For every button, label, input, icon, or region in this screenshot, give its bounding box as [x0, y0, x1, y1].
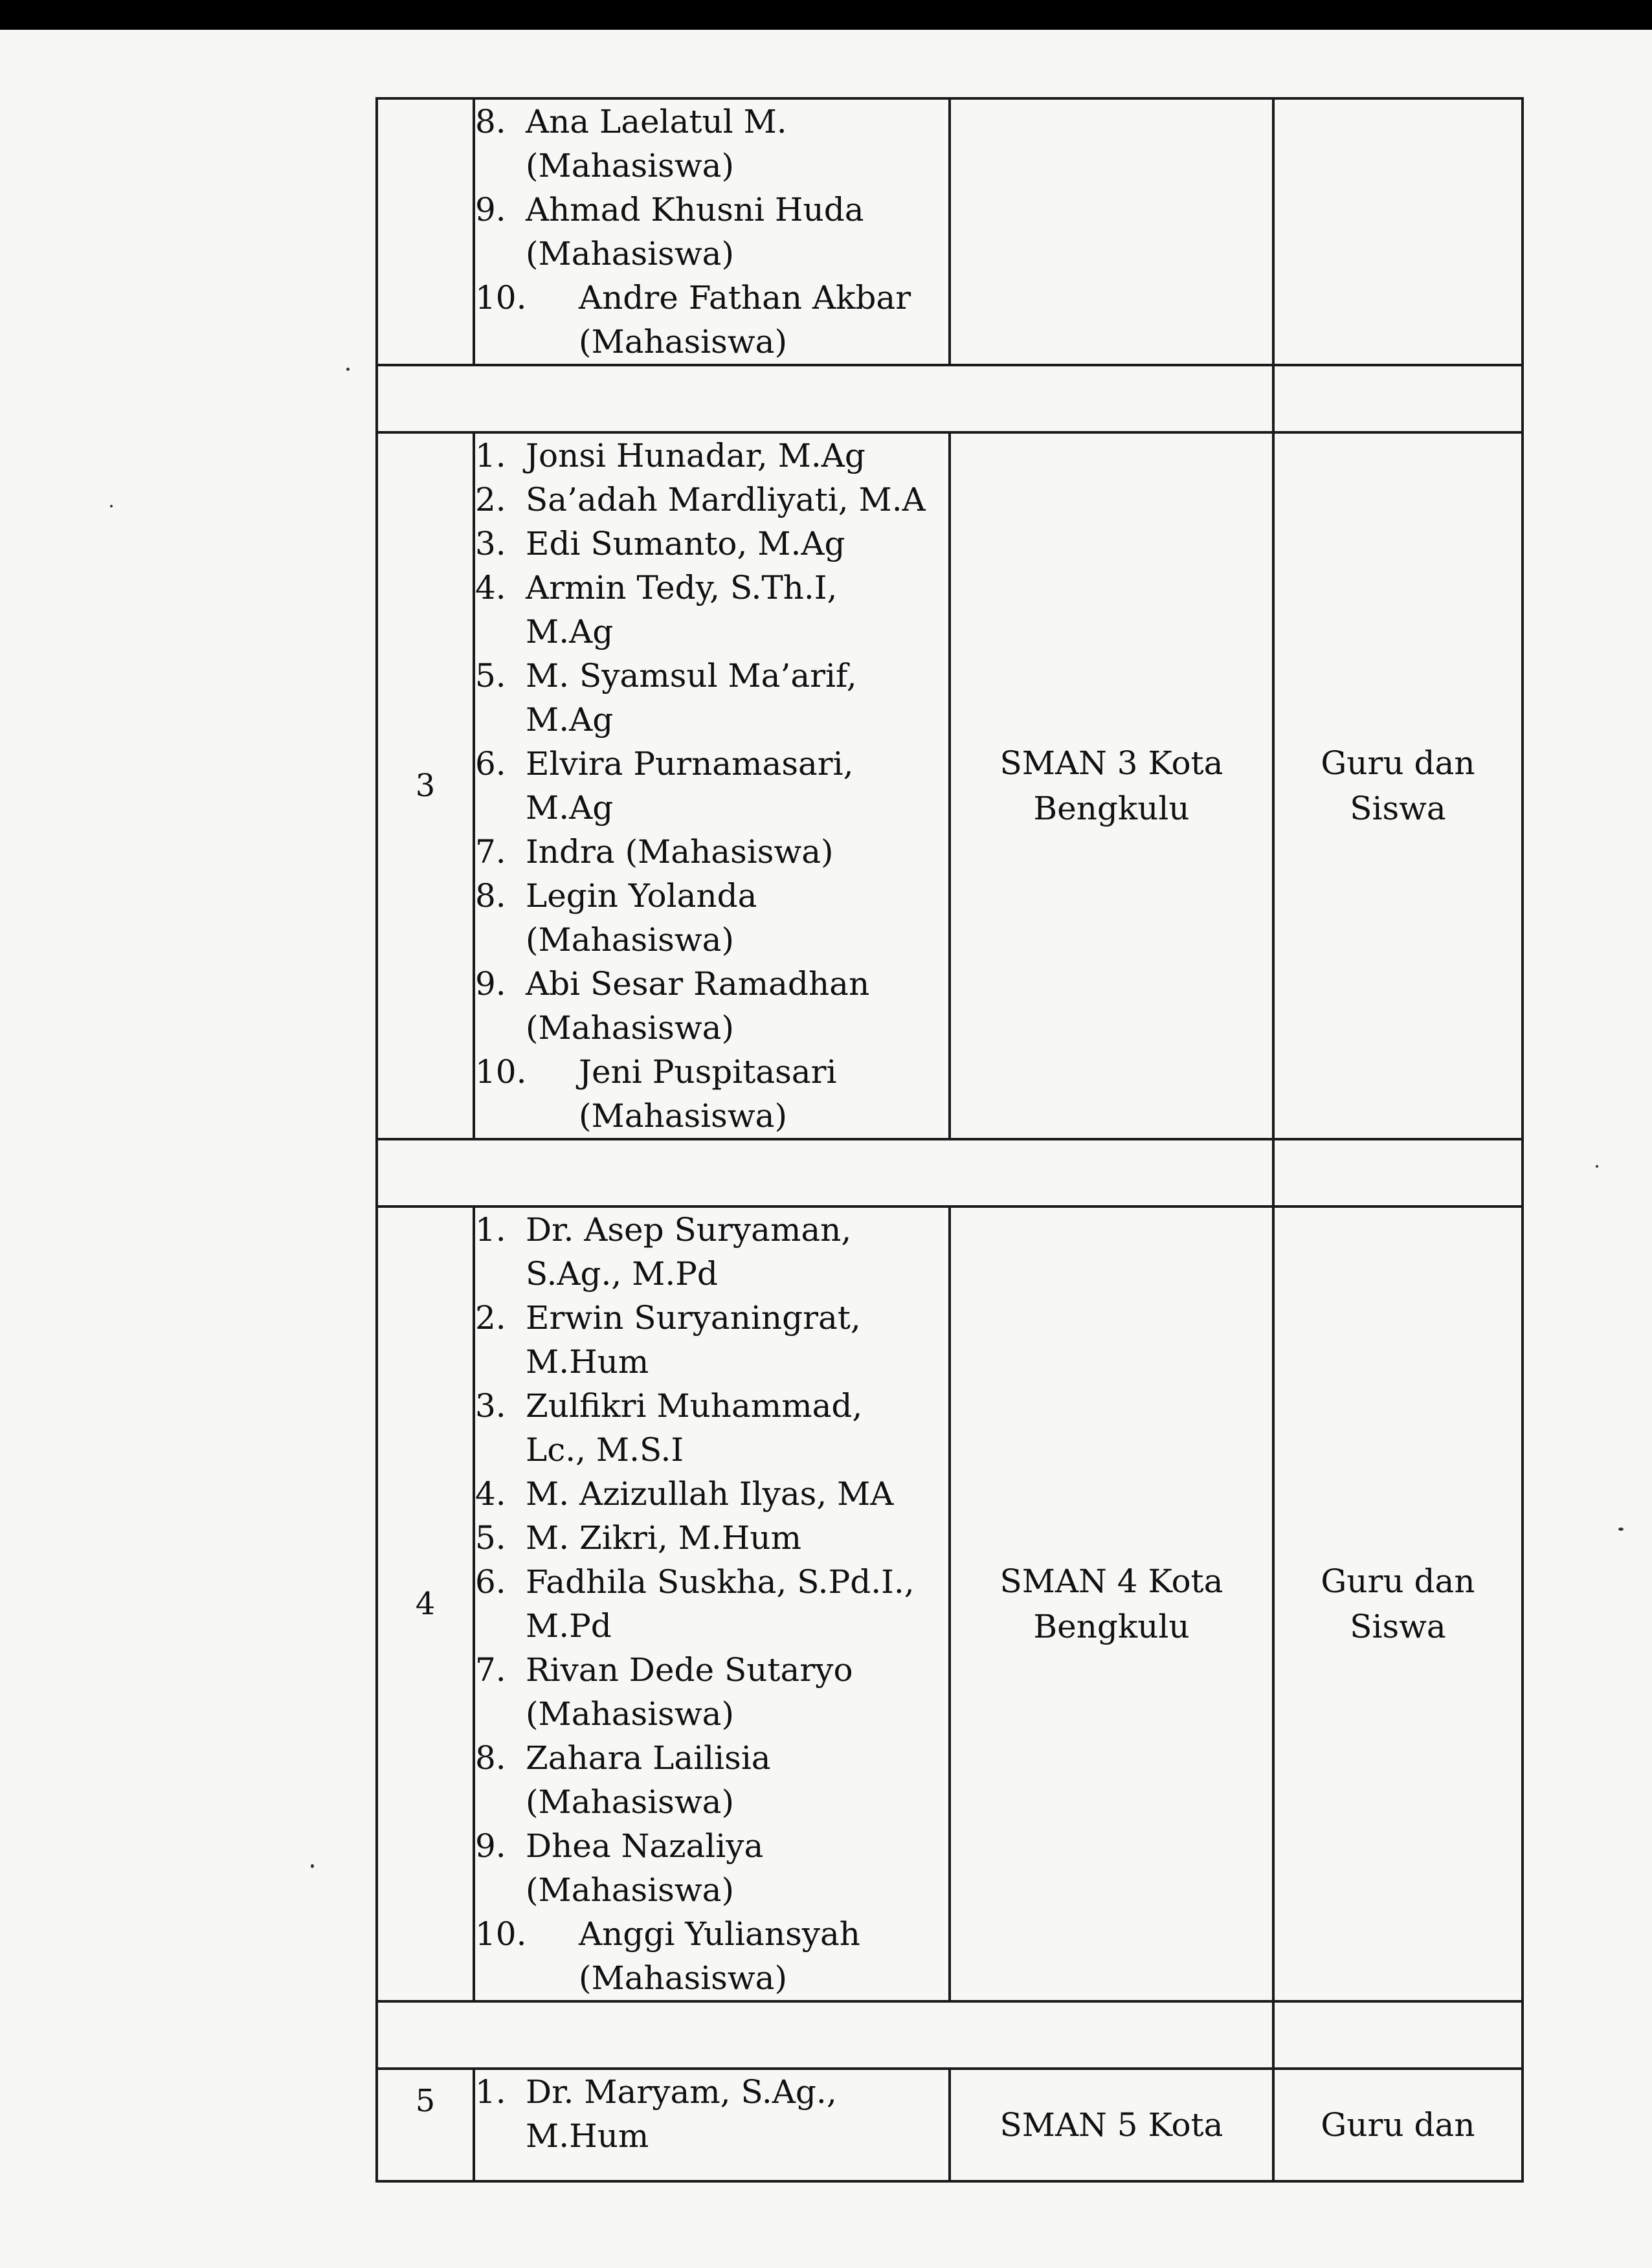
list-item: 2. Sa’adah Mardliyati, M.A	[475, 481, 926, 518]
table-row-spacer	[377, 365, 1523, 432]
list-item: 10. Anggi Yuliansyah (Mahasiswa)	[475, 1915, 860, 1997]
table-row-spacer	[377, 1139, 1523, 1206]
school-cell	[950, 98, 1273, 365]
table-row	[377, 1206, 1523, 2001]
table-row	[377, 2069, 1523, 2181]
list-item: 8. Legin Yolanda (Mahasiswa)	[475, 877, 757, 959]
scan-speck	[346, 368, 350, 371]
list-item: 4. M. Azizullah Ilyas, MA	[475, 1475, 894, 1513]
scan-speck	[1596, 1165, 1598, 1168]
list-item: 10. Andre Fathan Akbar (Mahasiswa)	[475, 279, 911, 361]
list-item: 9. Ahmad Khusni Huda (Mahasiswa)	[475, 191, 864, 272]
list-item: 8. Zahara Lailisia (Mahasiswa)	[475, 1739, 771, 1821]
scan-speck	[1618, 1528, 1624, 1531]
row-number	[377, 98, 474, 365]
school-cell: SMAN 5 Kota	[950, 2069, 1273, 2181]
member-list-cell	[474, 98, 950, 365]
list-item: 6. Fadhila Suskha, S.Pd.I., M.Pd	[475, 1563, 915, 1645]
list-item: 10. Jeni Puspitasari (Mahasiswa)	[475, 1053, 837, 1135]
member-list	[475, 434, 948, 1138]
member-list-cell	[474, 432, 950, 1139]
list-item: 7. Rivan Dede Sutaryo (Mahasiswa)	[475, 1651, 853, 1733]
table-row	[377, 432, 1523, 1139]
scan-border	[0, 0, 1652, 30]
member-list	[475, 100, 948, 364]
list-item: 1. Jonsi Hunadar, M.Ag	[475, 437, 865, 474]
list-item: 5. M. Syamsul Ma’arif, M.Ag	[475, 657, 857, 739]
list-item: 6. Elvira Purnamasari, M.Ag	[475, 745, 854, 827]
scan-speck	[311, 1864, 314, 1868]
target-cell: Guru dan Siswa	[1273, 1206, 1523, 2001]
list-item: 9. Dhea Nazaliya (Mahasiswa)	[475, 1827, 764, 1909]
row-number: 5	[377, 2069, 474, 2181]
school-cell: SMAN 4 Kota Bengkulu	[950, 1206, 1273, 2001]
member-list-cell	[474, 1206, 950, 2001]
list-item: 8. Ana Laelatul M. (Mahasiswa)	[475, 103, 787, 184]
list-item: 7. Indra (Mahasiswa)	[475, 833, 834, 871]
list-item: 4. Armin Tedy, S.Th.I, M.Ag	[475, 569, 838, 650]
row-number: 4	[377, 1206, 474, 2001]
member-list	[475, 2070, 948, 2158]
table-row-spacer	[377, 2001, 1523, 2069]
team-assignment-table	[375, 97, 1524, 2183]
list-item: 9. Abi Sesar Ramadhan (Mahasiswa)	[475, 965, 870, 1047]
list-item: 3. Zulfikri Muhammad, Lc., M.S.I	[475, 1387, 863, 1469]
target-cell: Guru dan	[1273, 2069, 1523, 2181]
list-item: 2. Erwin Suryaningrat, M.Hum	[475, 1299, 861, 1381]
list-item: 1. Dr. Asep Suryaman, S.Ag., M.Pd	[475, 1211, 852, 1293]
list-item: 5. M. Zikri, M.Hum	[475, 1519, 802, 1557]
row-number: 3	[377, 432, 474, 1139]
target-cell	[1273, 98, 1523, 365]
member-list-cell	[474, 2069, 950, 2181]
list-item: 1. Dr. Maryam, S.Ag., M.Hum	[475, 2073, 837, 2155]
scan-speck	[110, 505, 113, 507]
school-cell: SMAN 3 Kota Bengkulu	[950, 432, 1273, 1139]
member-list	[475, 1208, 948, 2000]
target-cell: Guru dan Siswa	[1273, 432, 1523, 1139]
table-row	[377, 98, 1523, 365]
list-item: 3. Edi Sumanto, M.Ag	[475, 525, 845, 562]
